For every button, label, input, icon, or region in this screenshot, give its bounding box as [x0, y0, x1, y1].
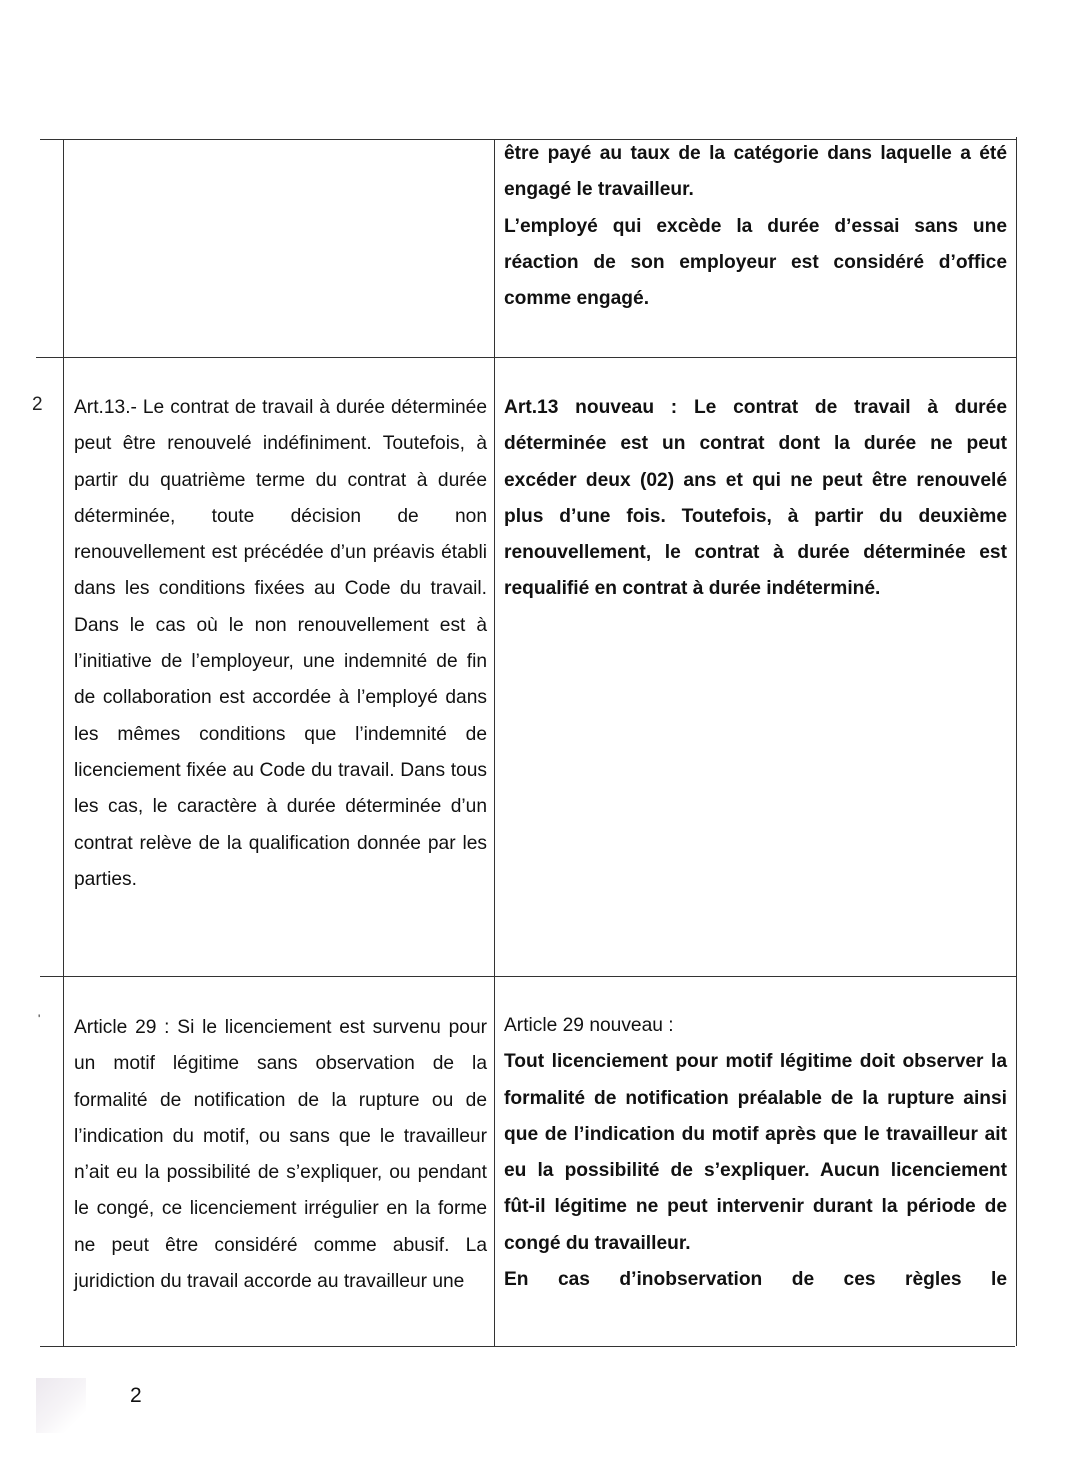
page-number: 2: [130, 1384, 142, 1407]
article-13-old-text: Art.13.- Le contrat de travail à durée déterminée peut être renouvelé indéfiniment. Toutefois, à partir du quatrième terme du contrat à durée déterminée, toute décision de non renouvellement est précédée d’un préavis établi dans les conditions fixées au Code du travail. Dans le cas où le non renouvellement est à l’initiative de l’employeur, une indemnité de fin de collaboration est accordée à l’employé dans les mêmes conditions que l’indemnité de licenciement fixée au Code du travail. Dans tous les cas, le caractère à durée déterminée d’un contrat relève de la qualification donnée par les parties.: [74, 397, 487, 890]
article-29-old-text: Article 29 : Si le licenciement est survenu pour un motif légitime sans observation de la formalité de notification de la rupture ou de l’indication du motif, ou sans que le travailleur n’ait eu la possibilité de s’expliquer, ou pendant le congé, ce licenciement irrégulier en la forme ne peut être considéré comme abusif. La juridiction du travail accorde au travailleur une: [74, 1017, 487, 1293]
margin-row-number-fragment: 2: [32, 394, 43, 415]
article-29-new-text: Tout licenciement pour motif légitime doit observer la formalité de notification préalable de la rupture ainsi que de l’indication du motif après que le travailleur ait eu la possibilité de s’expliquer. Aucun licenciement fût-il légitime ne peut intervenir durant la période de congé du travailleur.: [504, 1051, 1007, 1254]
article-13-new-text: Art.13 nouveau : Le contrat de travail à durée déterminée est un contrat dont la durée ne peut excéder deux (02) ans et qui ne peut être renouvelé plus d’une fois. Toutefois, à partir du deuxième renouvellement, le contrat à durée déterminée est requalifié en contrat à durée indéterminé.: [504, 397, 1007, 600]
article-29-new-text-continued: En cas d’inobservation de ces règles le: [504, 1269, 1007, 1291]
right-table-border: [1016, 137, 1017, 1346]
article-29-new-heading: Article 29 nouveau :: [504, 1015, 674, 1036]
paragraph: être payé au taux de la catégorie dans laquelle a été engagé le travailleur.: [504, 143, 1007, 201]
table-bottom-border: [40, 1346, 1015, 1347]
old-text-cell: [74, 390, 487, 898]
row-divider-2: [40, 976, 1017, 977]
new-text-cell: [504, 1008, 1007, 1298]
old-text-cell: [74, 1010, 487, 1300]
new-text-cell: [504, 390, 1007, 608]
paragraph: L’employé qui excède la durée d’essai sans une réaction de son employeur est considéré d’office comme engagé.: [504, 215, 1007, 310]
left-column-border: [63, 140, 64, 1346]
scan-shadow: [36, 1378, 86, 1433]
row-divider-1: [36, 357, 1017, 358]
new-text-cell: [504, 136, 1007, 317]
middle-column-border: [494, 139, 495, 1346]
margin-row-number-fragment: ': [38, 1012, 41, 1026]
